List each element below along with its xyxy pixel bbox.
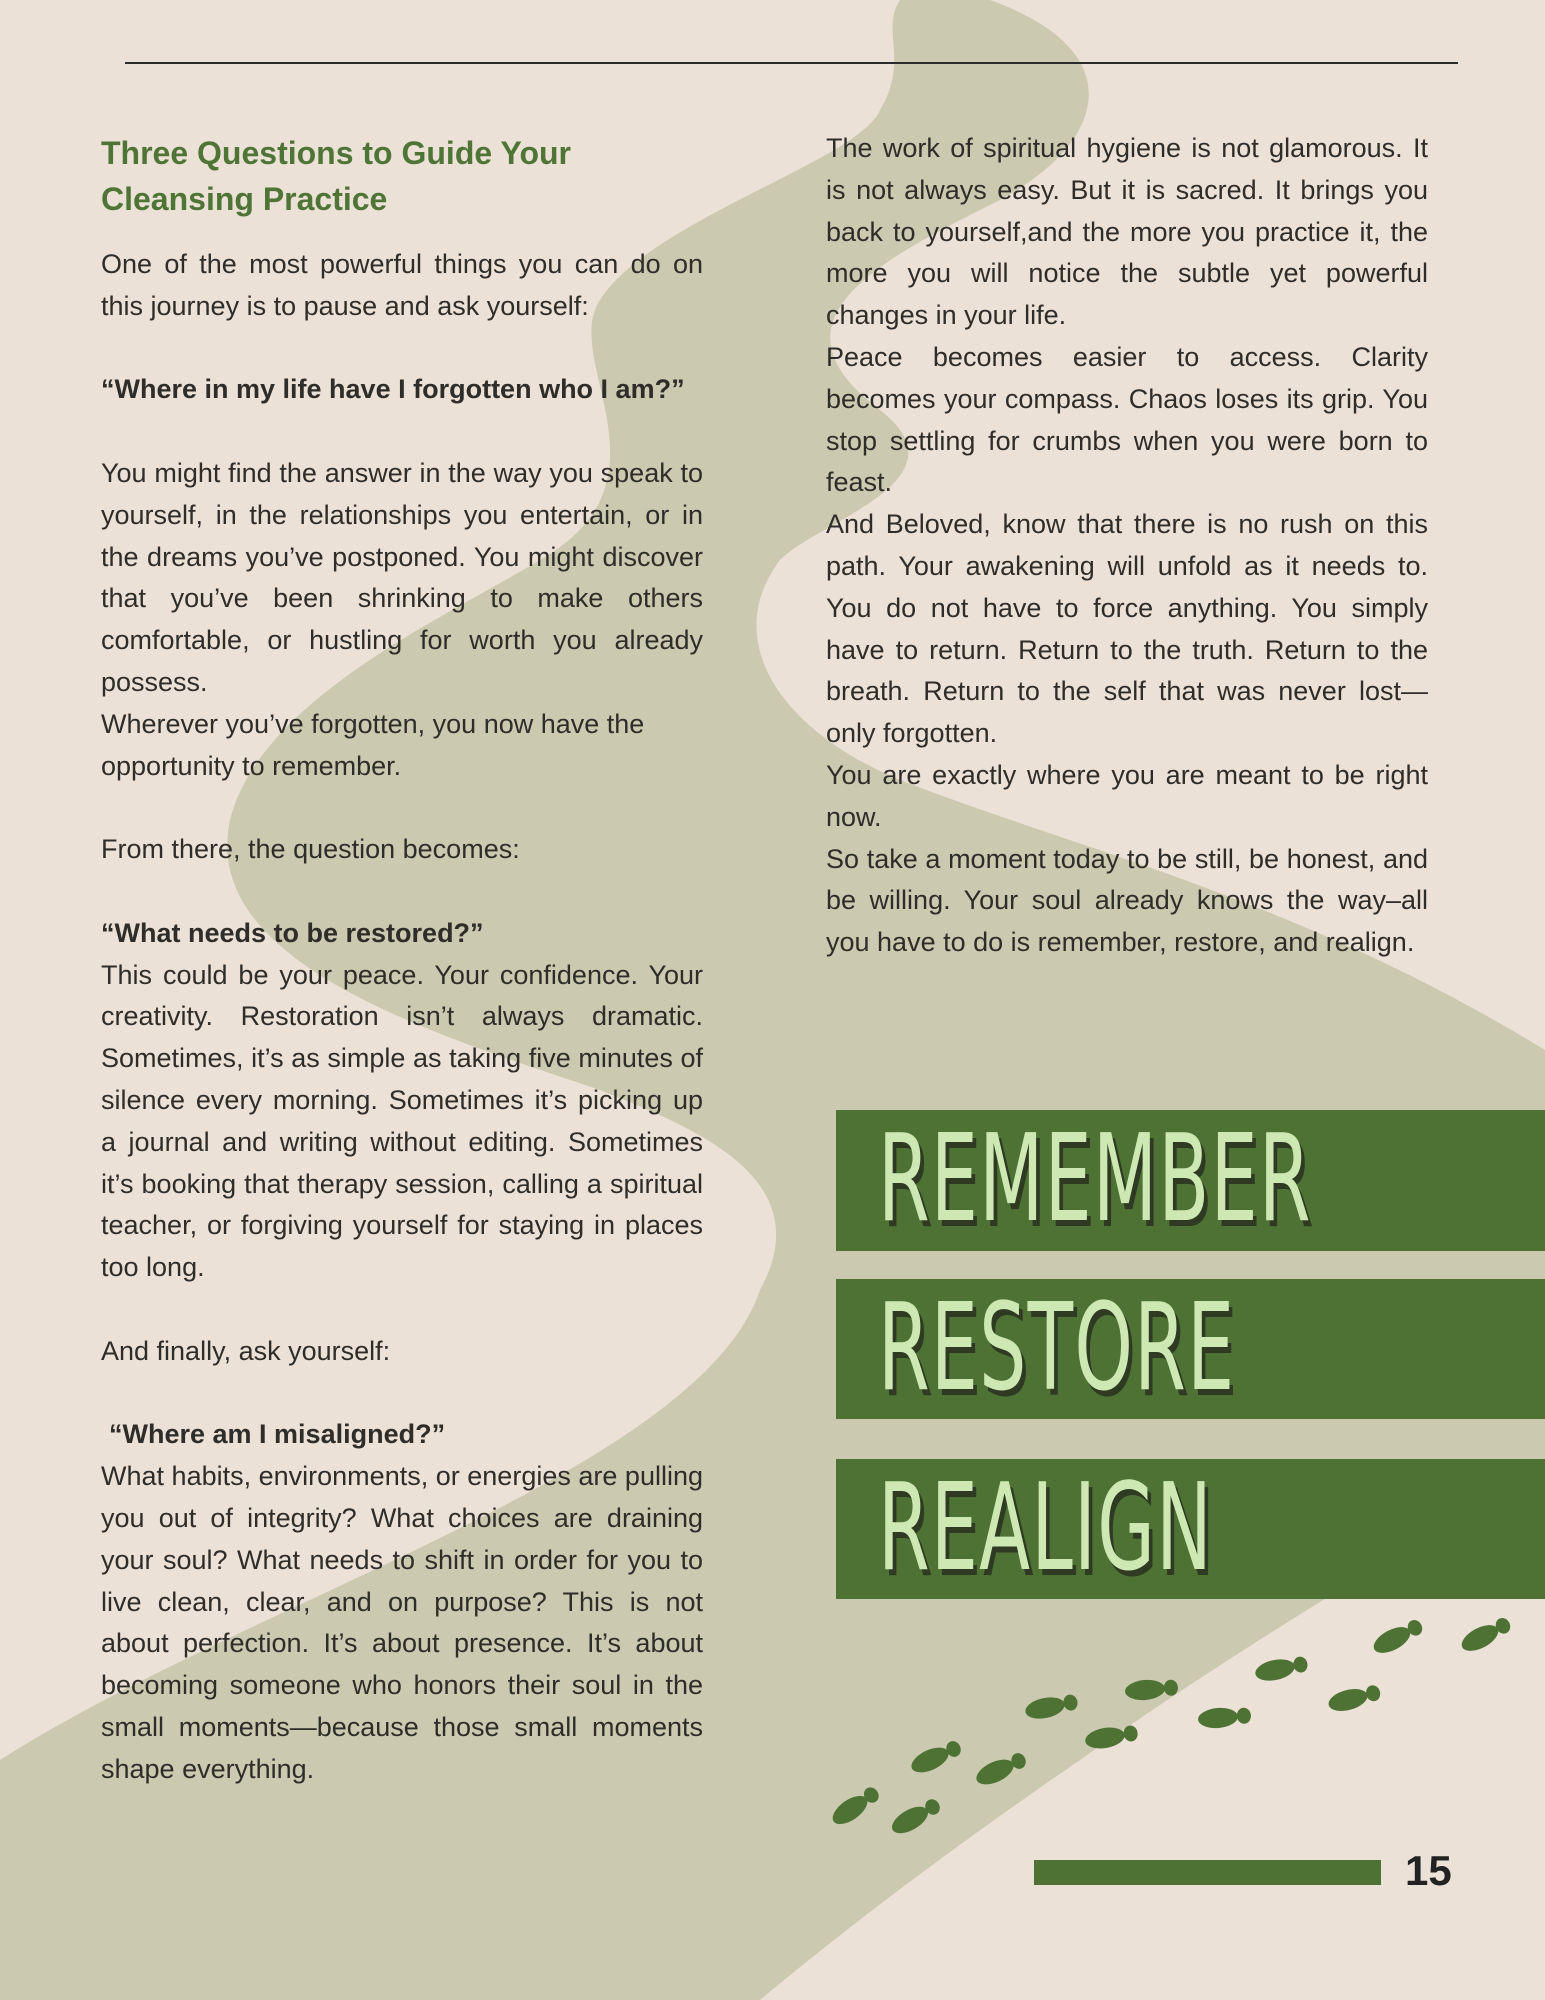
banner-word-remember: REMEMBER xyxy=(878,1110,1312,1249)
top-rule xyxy=(125,62,1458,64)
page-number: 15 xyxy=(1405,1847,1452,1894)
paragraph-4: What habits, environments, or energies are pulling you out of integrity? What choices are draining your soul? What needs to shift in order for you to live clean, clear, and on purpose? This is not about perfection. It’s about presence. It’s about becoming someone who honors their soul in the small moments—because those small moments shape everything. xyxy=(101,1461,703,1784)
question-2: “What needs to be restored?” xyxy=(101,917,484,948)
page-number-bar xyxy=(1034,1860,1381,1885)
paragraph-1: You might find the answer in the way you speak to yourself, in the relationships you entertain, or in the dreams you’ve postponed. You might discover that you’ve been shrinking to make others comfortable, or hustling for worth you already possess. xyxy=(101,457,703,697)
right-paragraph-1: The work of spiritual hygiene is not glamorous. It is not always easy. But it is sacred. It brings you back to yourself,and the more you practice it, the more you will notice the subtle yet powerful changes in your life. xyxy=(826,133,1428,331)
right-column xyxy=(826,128,1428,964)
banner-realign xyxy=(836,1459,1545,1599)
right-paragraph-5: So take a moment today to be still, be honest, and be willing. Your soul already knows the way–all you have to do is remember, restore, and realign. xyxy=(826,843,1428,958)
question-1: “Where in my life have I forgotten who I am?” xyxy=(101,374,685,405)
right-paragraph-2: Peace becomes easier to access. Clarity becomes your compass. Chaos loses its grip. You stop settling for crumbs when you were born to feast. xyxy=(826,341,1428,498)
banner-restore xyxy=(836,1279,1545,1419)
banner-word-realign: REALIGN xyxy=(878,1459,1213,1598)
transition-2: And finally, ask yourself: xyxy=(101,1335,391,1366)
paragraph-2: Wherever you’ve forgotten, you now have the opportunity to remember. xyxy=(101,708,645,781)
right-paragraph-4: You are exactly where you are meant to be right now. xyxy=(826,759,1428,832)
right-paragraph-3: And Beloved, know that there is no rush on this path. Your awakening will unfold as it needs to. You do not have to force anything. You simply have to return. Return to the truth. Return to the breath. Return to the self that was never lost—only forgotten. xyxy=(826,509,1428,749)
left-column xyxy=(101,130,703,1790)
section-heading: Three Questions to Guide Your Cleansing Practice xyxy=(101,135,571,217)
paragraph-3: This could be your peace. Your confidence. Your creativity. Restoration isn’t always dramatic. Sometimes, it’s as simple as taking five minutes of silence every morning. Sometimes it’s picking up a journal and writing without editing. Sometimes it’s booking that therapy session, calling a spiritual teacher, or forgiving yourself for staying in places too long. xyxy=(101,959,703,1283)
banner-word-restore: RESTORE xyxy=(878,1279,1236,1418)
footprints-icon xyxy=(800,1600,1545,1860)
transition-1: From there, the question becomes: xyxy=(101,834,520,865)
banner-remember xyxy=(836,1110,1545,1251)
question-3: “Where am I misaligned?” xyxy=(109,1419,446,1450)
intro-paragraph: One of the most powerful things you can do on this journey is to pause and ask yourself: xyxy=(101,249,703,321)
